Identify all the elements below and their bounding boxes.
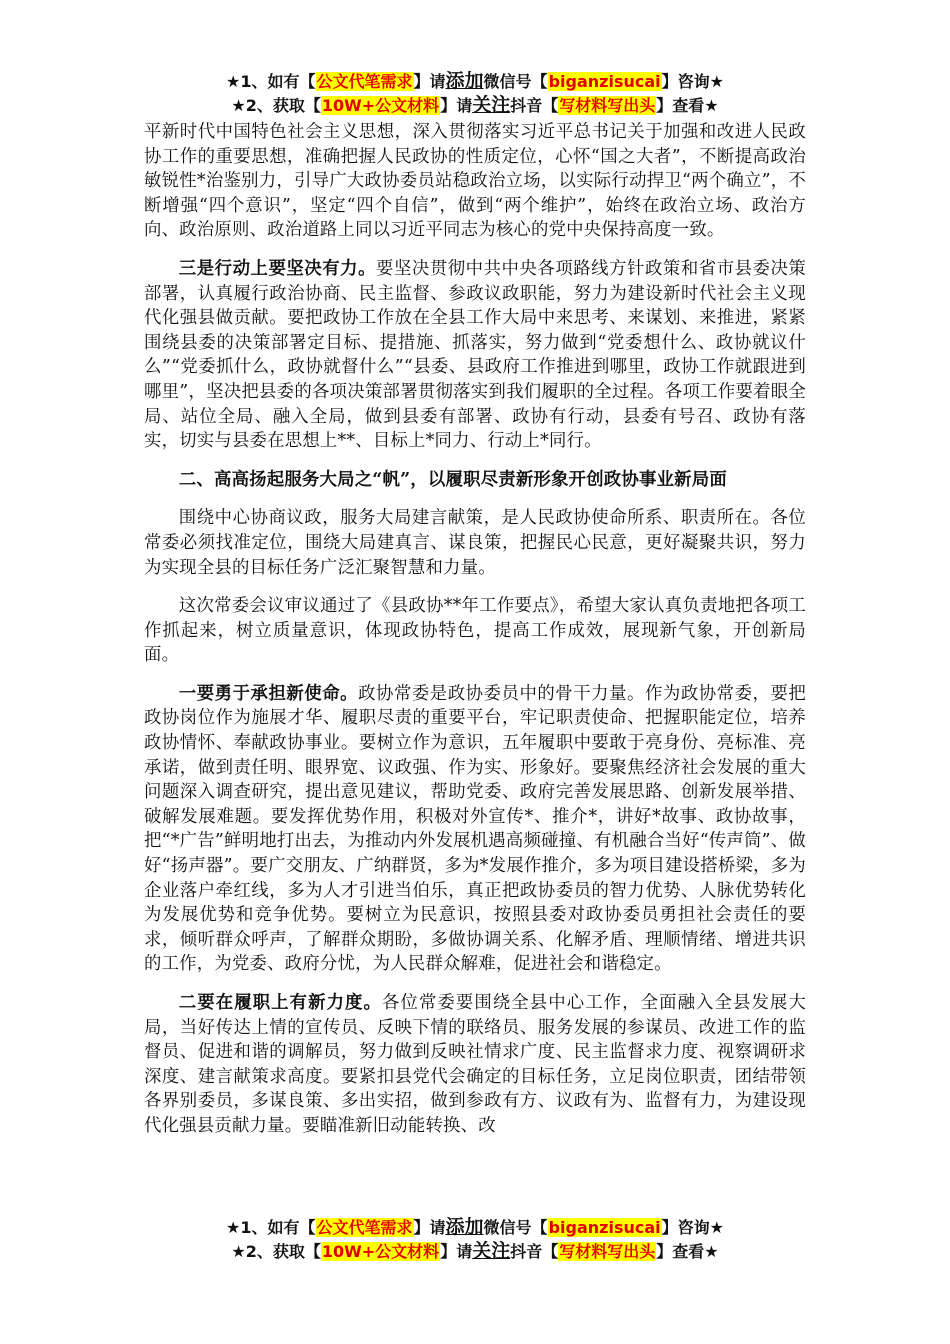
paragraph-lead: 二要在履职上有新力度。: [178, 993, 382, 1013]
banner-text: ★2、获取【: [231, 96, 321, 115]
banner-highlight: 10W+公文材料: [321, 1242, 440, 1261]
paragraph: [144, 682, 806, 977]
banner-text: 抖音【: [510, 1242, 559, 1261]
banner-highlight: 10W+公文材料: [321, 96, 440, 115]
banner-highlight: 公文代笔需求: [316, 1218, 413, 1237]
banner-text: 】咨询★: [661, 1218, 724, 1237]
paragraph: [144, 991, 806, 1139]
section-heading: 二、高高扬起服务大局之“帆”，以履职尽责新形象开创政协事业新局面: [178, 469, 727, 490]
paragraph-body: 要坚决贯彻中共中央各项路线方针政策和省市县委决策部署，认真履行政治协商、民主监督、参政议政职能，努力为建设新时代社会主义现代化强县做贡献。要把政协工作放在全县工作大局中来思考、来谋划、来推进，紧紧围绕县委的决策部署定目标、提措施、抓落实，努力做到“党委想什么、政协就议什么”“党委抓什么，政协就督什么”“县委、县政府工作推进到哪里，政协工作就跟进到哪里”，坚决把县委的各项决策部署贯彻落实到我们履职的全过程。各项工作要着眼全局、站位全局、融入全局，做到县委有部署、政协有行动，县委有号召、政协有落实，切实与县委在思想上**、目标上*同力、行动上*同行。: [144, 258, 806, 452]
banner-emphasis: 添加: [445, 70, 484, 92]
banner-highlight: biganzisucai: [548, 72, 661, 91]
banner-emphasis: 添加: [445, 1216, 484, 1238]
banner-highlight: 公文代笔需求: [316, 72, 413, 91]
banner-text: ★1、如有【: [226, 72, 316, 91]
banner-text: 】查看★: [656, 1242, 719, 1261]
document-body: [144, 120, 806, 1139]
paragraph: [144, 257, 806, 454]
banner-highlight: 写材料写出头: [559, 96, 656, 115]
banner-text: 】请: [413, 1218, 446, 1237]
banner-text: 微信号【: [483, 72, 548, 91]
paragraph: 平新时代中国特色社会主义思想，深入贯彻落实习近平总书记关于加强和改进人民政协工作的重要思想，准确把握人民政协的性质定位，心怀“国之大者”，不断提高政治敏锐性*治鉴别力，引导广大政协委员站稳政治立场，以实际行动捍卫“两个确立”，不断增强“四个意识”，坚定“四个自信”，做到“两个维护”，始终在政治立场、政治方向、政治原则、政治道路上同以习近平同志为核心的党中央保持高度一致。: [144, 122, 806, 241]
paragraph-body: 政协常委是政协委员中的骨干力量。作为政协常委，要把政协岗位作为施展才华、履职尽责的重要平台，牢记职责使命、把握职能定位，培养政协情怀、奉献政协事业。要树立作为意识，五年履职中要敢于亮身份、亮标准、亮承诺，做到责任明、眼界宽、议政强、作为实、形象好。要聚焦经济社会发展的重大问题深入调查研究，提出意见建议，帮助党委、政府完善发展思路、创新发展举措、破解发展难题。要发挥优势作用，积极对外宣传*、推介*，讲好*故事、政协故事，把“*广告”鲜明地打出去，为推动内外发展机遇高频碰撞、有机融合当好“传声筒”、做好“扬声器”。要广交朋友、广纳群贤，多为*发展作推介，多为项目建设搭桥梁，多为企业落户牵红线，多为人才引进当伯乐，真正把政协委员的智力优势、人脉优势转化为发展优势和竞争优势。要树立为民意识，按照县委对政协委员勇担社会责任的要求，倾听群众呼声，了解群众期盼，多做协调关系、化解矛盾、理顺情绪、增进共识的工作，为党委、政府分忧，为人民群众解难，促进社会和谐稳定。: [144, 683, 806, 975]
paragraph-lead: 一要勇于承担新使命。: [178, 683, 359, 704]
banner-text: 】请: [440, 1242, 473, 1261]
promo-banner-footer-line-2: [0, 1240, 950, 1263]
paragraph-lead: 三是行动上要坚决有力。: [178, 258, 377, 279]
paragraph: 围绕中心协商议政，服务大局建言献策，是人民政协使命所系、职责所在。各位常委必须找准定位，围绕大局建真言、谋良策，把握民心民意，更好凝聚共识，努力为实现全县的目标任务广泛汇聚智慧和力量。: [144, 508, 806, 578]
promo-banner-line-1: [0, 70, 950, 93]
paragraph: 这次常委会议审议通过了《县政协**年工作要点》，希望大家认真负责地把各项工作抓起来，树立质量意识，体现政协特色，提高工作成效，展现新气象，开创新局面。: [144, 596, 806, 666]
banner-text: 】查看★: [656, 96, 719, 115]
promo-banner-footer-line-1: [0, 1216, 950, 1239]
banner-text: 抖音【: [510, 96, 559, 115]
promo-banner-line-2: [0, 94, 950, 117]
banner-highlight: biganzisucai: [548, 1218, 661, 1237]
banner-text: 】咨询★: [661, 72, 724, 91]
banner-text: 】请: [413, 72, 446, 91]
banner-text: 微信号【: [483, 1218, 548, 1237]
banner-emphasis: 关注: [472, 94, 511, 116]
banner-text: 】请: [440, 96, 473, 115]
banner-emphasis: 关注: [472, 1240, 511, 1262]
banner-text: ★1、如有【: [226, 1218, 316, 1237]
paragraph-body: 各位常委要围绕全县中心工作，全面融入全县发展大局，当好传达上情的宣传员、反映下情的联络员、服务发展的参谋员、改进工作的监督员、促进和谐的调解员，努力做到反映社情求广度、民主监督求力度、视察调研求深度、建言献策求高度。要紧扣县党代会确定的目标任务，立足岗位职责，团结带领各界别委员，多谋良策、多出实招，做到参政有方、议政有为、监督有力，为建设现代化强县贡献力量。要瞄准新旧动能转换、改: [144, 993, 806, 1136]
banner-text: ★2、获取【: [231, 1242, 321, 1261]
banner-highlight: 写材料写出头: [559, 1242, 656, 1261]
